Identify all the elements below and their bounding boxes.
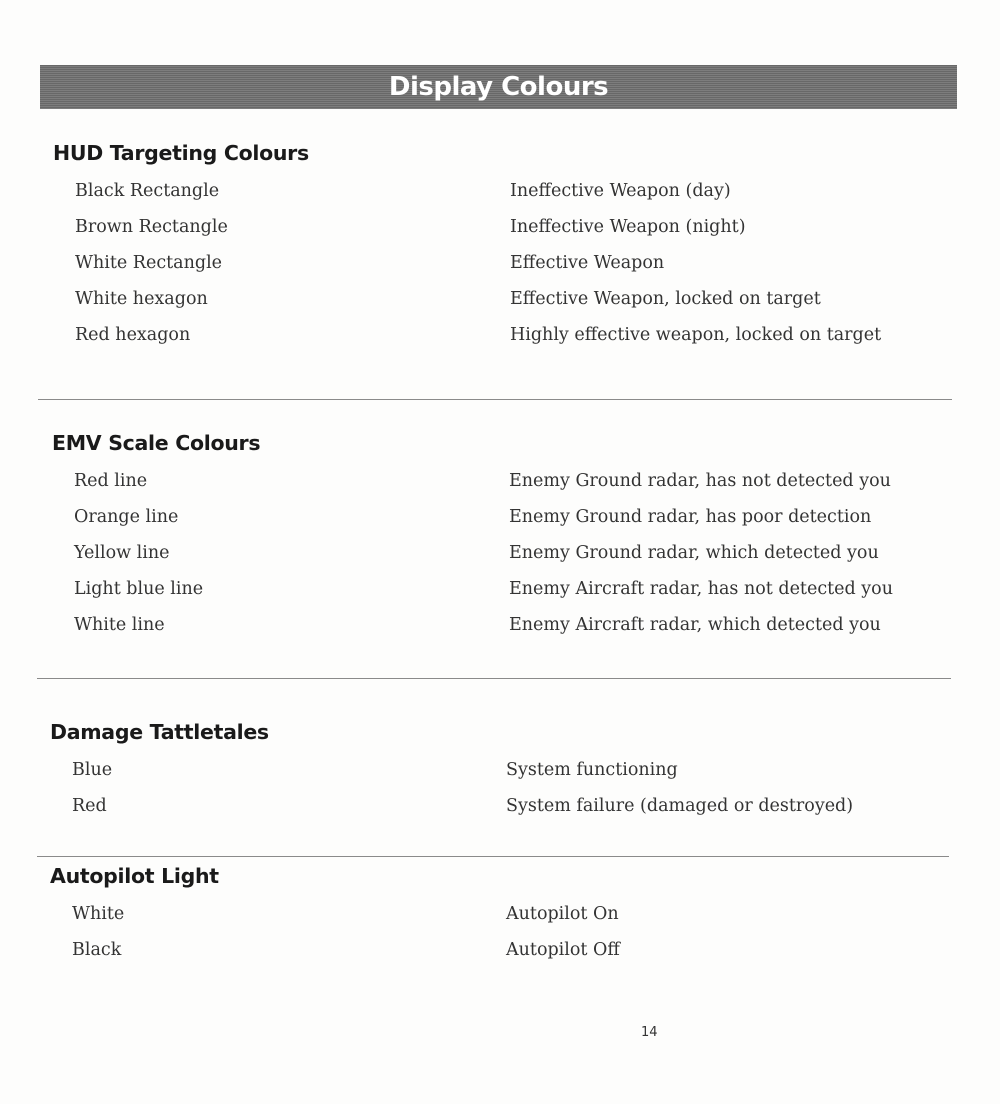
colour-meaning: Autopilot On xyxy=(506,904,619,924)
list-item xyxy=(74,505,872,541)
list-item xyxy=(74,577,893,613)
colour-term: Black xyxy=(72,940,122,960)
list-item xyxy=(75,215,746,251)
colour-meaning: Effective Weapon, locked on target xyxy=(510,289,821,309)
list-item xyxy=(75,179,731,215)
colour-term: White line xyxy=(74,615,165,635)
section-divider xyxy=(38,399,952,400)
colour-meaning: System functioning xyxy=(506,760,678,780)
colour-term: Red hexagon xyxy=(75,325,191,345)
colour-meaning: Enemy Ground radar, which detected you xyxy=(509,543,879,563)
section-hud-targeting-colours xyxy=(53,141,882,359)
colour-meaning: Effective Weapon xyxy=(510,253,665,273)
colour-meaning: Ineffective Weapon (day) xyxy=(510,181,731,201)
list-item xyxy=(74,541,879,577)
colour-term: White hexagon xyxy=(75,289,208,309)
list-item xyxy=(75,323,882,359)
colour-term: Yellow line xyxy=(74,543,170,563)
section-divider xyxy=(37,856,949,857)
colour-term: Red xyxy=(72,796,107,816)
list-item xyxy=(75,287,821,323)
list-item xyxy=(72,794,854,830)
definition-list xyxy=(74,469,893,649)
colour-meaning: Enemy Aircraft radar, which detected you xyxy=(509,615,881,635)
colour-meaning: Enemy Ground radar, has poor detection xyxy=(509,507,872,527)
list-item xyxy=(75,251,665,287)
list-item xyxy=(72,758,678,794)
definition-list xyxy=(72,758,854,830)
colour-meaning: Enemy Aircraft radar, has not detected you xyxy=(509,579,893,599)
colour-term: Orange line xyxy=(74,507,179,527)
list-item xyxy=(74,613,881,649)
colour-meaning: Autopilot Off xyxy=(506,940,620,960)
definition-list xyxy=(75,179,882,359)
colour-term: Brown Rectangle xyxy=(75,217,228,237)
definition-list xyxy=(72,902,620,974)
section-autopilot-light xyxy=(50,864,620,974)
section-heading: Autopilot Light xyxy=(50,864,219,888)
colour-term: Red line xyxy=(74,471,148,491)
colour-meaning: Ineffective Weapon (night) xyxy=(510,217,746,237)
colour-term: Black Rectangle xyxy=(75,181,220,201)
section-heading: Damage Tattletales xyxy=(50,720,269,744)
page-number: 14 xyxy=(641,1025,658,1040)
colour-term: White xyxy=(72,904,125,924)
colour-term: Light blue line xyxy=(74,579,204,599)
colour-meaning: Highly effective weapon, locked on target xyxy=(510,325,882,345)
section-damage-tattletales xyxy=(50,720,854,830)
colour-meaning: System failure (damaged or destroyed) xyxy=(506,796,854,816)
section-heading: HUD Targeting Colours xyxy=(53,141,309,165)
colour-term: White Rectangle xyxy=(75,253,223,273)
page-title-banner xyxy=(40,65,957,109)
section-emv-scale-colours xyxy=(52,431,893,649)
list-item xyxy=(72,938,620,974)
list-item xyxy=(72,902,619,938)
colour-term: Blue xyxy=(72,760,113,780)
section-heading: EMV Scale Colours xyxy=(52,431,261,455)
page-title: Display Colours xyxy=(388,72,609,102)
colour-meaning: Enemy Ground radar, has not detected you xyxy=(509,471,891,491)
list-item xyxy=(74,469,891,505)
section-divider xyxy=(37,678,951,679)
